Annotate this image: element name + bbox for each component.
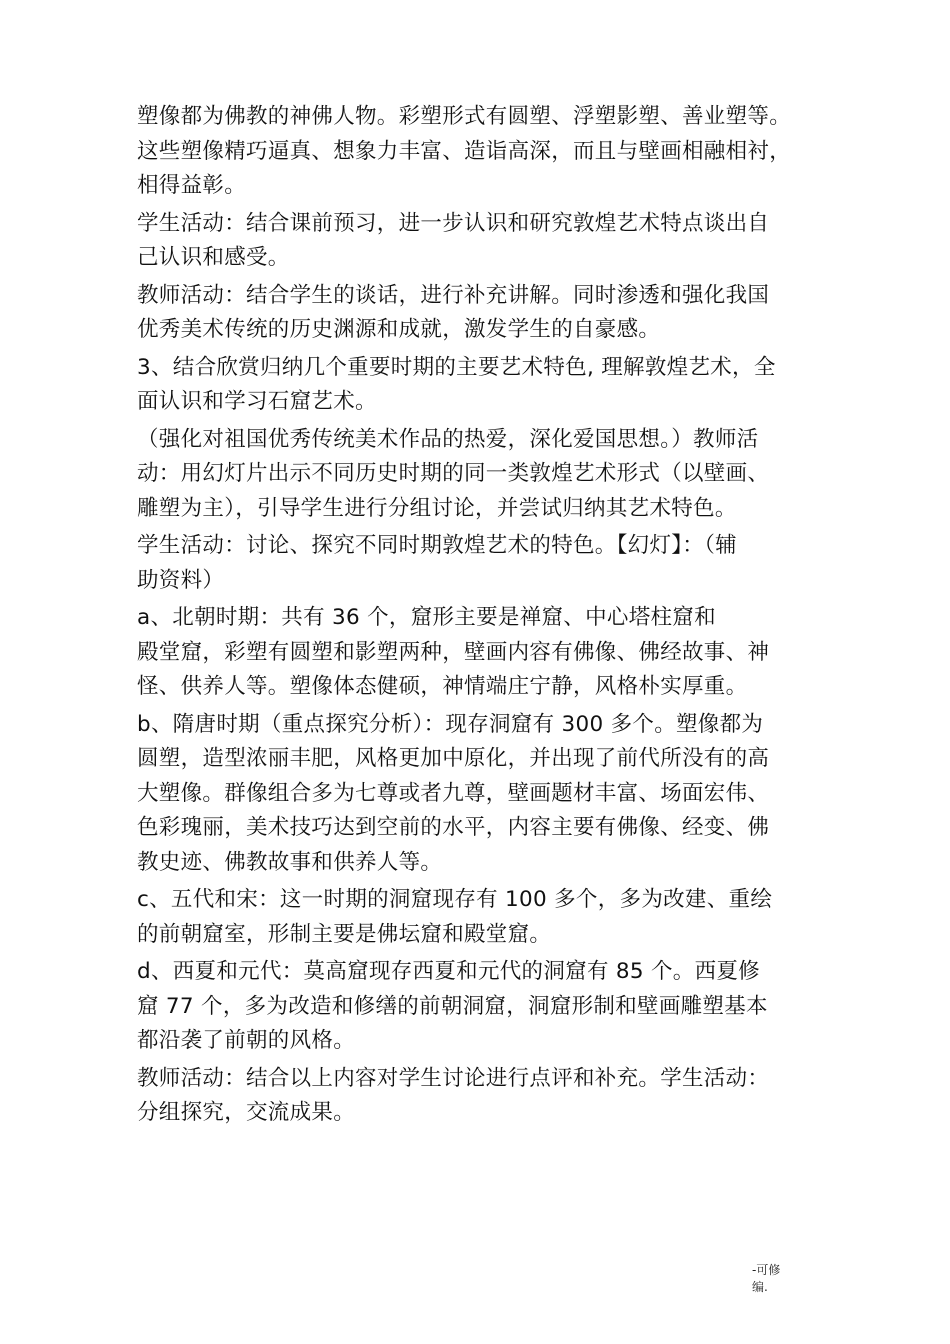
paragraph-teacher-activity-3: 教师活动：结合以上内容对学生讨论进行点评和补充。学生活动： 分组探究，交流成果。 (137, 1065, 770, 1125)
paragraph-step-3: 3、结合欣赏归纳几个重要时期的主要艺术特色, 理解敦煌艺术，全 面认识和学习石窟艺术。 (137, 354, 776, 414)
footer-note: -可修 编. (752, 1263, 781, 1294)
paragraph-five-dynasties-song: c、五代和宋：这一时期的洞窟现存有 100 多个，多为改建、重绘 的前朝窟室，形制主要是佛坛窟和殿堂窟。 (137, 887, 773, 947)
paragraph-student-activity-1: 学生活动：结合课前预习，进一步认识和研究敦煌艺术特点谈出自 己认识和感受。 (137, 210, 770, 270)
paragraph-northern-dynasties: a、北朝时期：共有 36 个，窟形主要是禅窟、中心塔柱窟和 殿堂窟，彩塑有圆塑和影塑两种，壁画内容有佛像、佛经故事、神 怪、供养人等。塑像体态健硕，神情端庄宁静，风格朴实厚重。 (137, 605, 770, 699)
paragraph-student-activity-2: 学生活动：讨论、探究不同时期敦煌艺术的特色。【幻灯】：（辅 助资料） (137, 533, 737, 593)
paragraph-sculpture-intro: 塑像都为佛教的神佛人物。彩塑形式有圆塑、浮塑影塑、善业塑等。 这些塑像精巧逼真、想象力丰富、造诣高深，而且与壁画相融相衬， 相得益彰。 (137, 104, 792, 198)
paragraph-western-xia-yuan: d、西夏和元代：莫高窟现存西夏和元代的洞窟有 85 个。西夏修 窟 77 个，多为改造和修缮的前朝洞窟，洞窟形制和壁画雕塑基本 都沿袭了前朝的风格。 (137, 959, 768, 1053)
paragraph-teacher-activity-1: 教师活动：结合学生的谈话，进行补充讲解。同时渗透和强化我国 优秀美术传统的历史渊源和成就，激发学生的自豪感。 (137, 282, 770, 342)
paragraph-teacher-activity-2: （强化对祖国优秀传统美术作品的热爱，深化爱国思想。）教师活 动：用幻灯片出示不同历史时期的同一类敦煌艺术形式（以壁画、 雕塑为主），引导学生进行分组讨论，并尝试归纳其艺术特色。 (137, 426, 770, 521)
document-body (137, 100, 827, 1134)
paragraph-sui-tang: b、隋唐时期（重点探究分析）：现存洞窟有 300 多个。塑像都为 圆塑，造型浓丽丰肥，风格更加中原化，并出现了前代所没有的高 大塑像。群像组合多为七尊或者九尊，壁画题材丰富、场面宏伟、 色彩瑰丽，美术技巧达到空前的水平，内容主要有佛像、经变、佛 教史迹、佛教故事和供养人等。 (137, 711, 770, 875)
